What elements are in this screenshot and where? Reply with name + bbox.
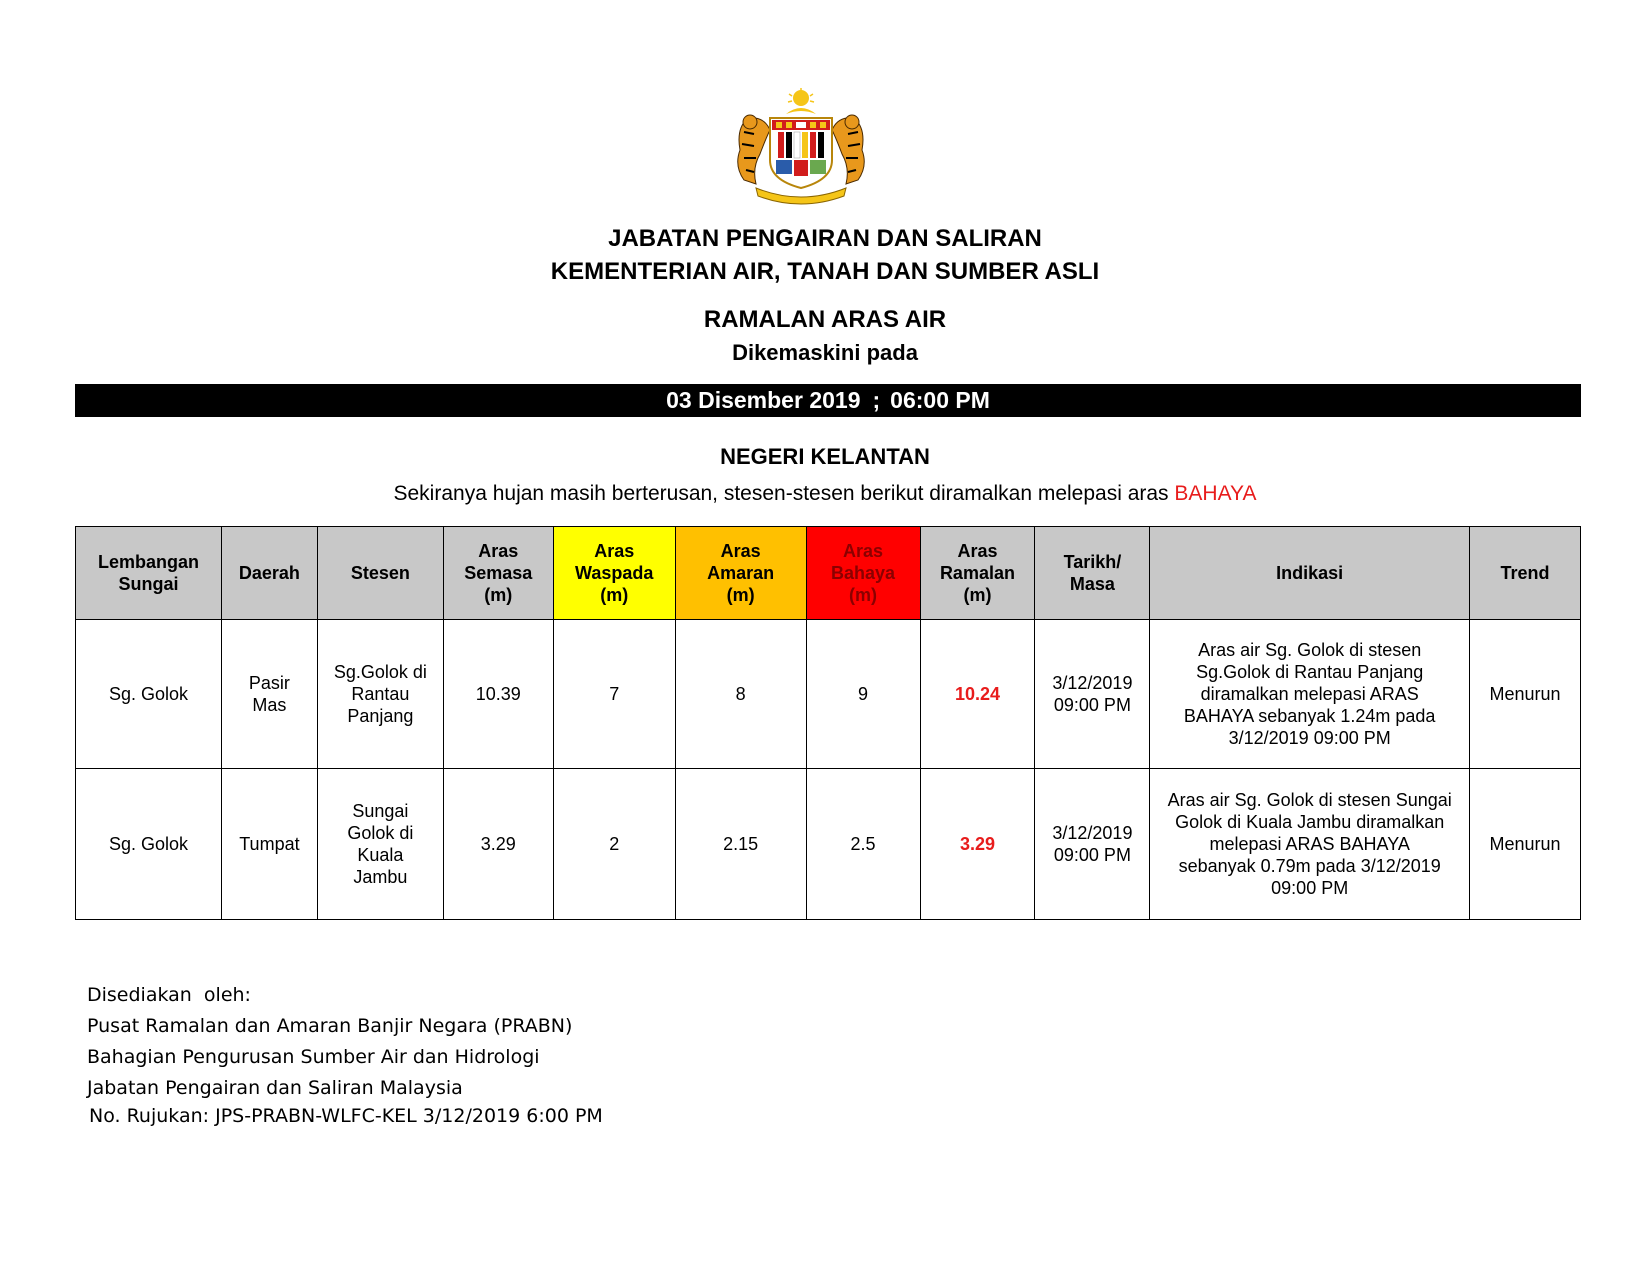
prepared-by-label: Disediakan oleh: — [87, 984, 251, 1006]
datetime-separator: ; — [872, 387, 881, 413]
cell-forecast-level: 10.24 — [920, 620, 1035, 769]
prepared-by-agency: Pusat Ramalan dan Amaran Banjir Negara (PRABN) — [87, 1015, 573, 1037]
table-row — [76, 769, 1581, 920]
updated-label: Dikemaskini pada — [732, 340, 918, 365]
forecast-notice — [0, 482, 1650, 506]
update-time: 06:00 PM — [890, 387, 990, 413]
prepared-by-division: Bahagian Pengurusan Sumber Air dan Hidrologi — [87, 1046, 540, 1068]
state-title: NEGERI KELANTAN — [720, 444, 930, 469]
notice-text: Sekiranya hujan masih berterusan, stesen-stesen berikut diramalkan melepasi aras — [393, 482, 1169, 505]
table-row — [76, 620, 1581, 769]
cell-basin: Sg. Golok — [76, 620, 222, 769]
cell-danger-level: 2.5 — [806, 769, 920, 920]
header-station: Stesen — [317, 527, 443, 620]
cell-warning-level: 8 — [675, 620, 806, 769]
cell-warning-level: 2.15 — [675, 769, 806, 920]
cell-station: Sungai Golok di Kuala Jambu — [317, 769, 443, 920]
department-name: JABATAN PENGAIRAN DAN SALIRAN — [608, 225, 1042, 252]
header-danger-level: Aras Bahaya (m) — [806, 527, 920, 620]
prepared-by-block — [87, 980, 603, 1132]
water-level-forecast-table — [75, 526, 1581, 920]
header-current-level: Aras Semasa (m) — [443, 527, 553, 620]
cell-forecast-level: 3.29 — [920, 769, 1035, 920]
header-datetime: Tarikh/ Masa — [1035, 527, 1150, 620]
header-trend: Trend — [1469, 527, 1580, 620]
header-basin: Lembangan Sungai — [76, 527, 222, 620]
cell-station: Sg.Golok di Rantau Panjang — [317, 620, 443, 769]
update-date: 03 Disember 2019 — [666, 387, 861, 413]
cell-datetime: 3/12/2019 09:00 PM — [1035, 620, 1150, 769]
cell-trend: Menurun — [1469, 769, 1580, 920]
cell-district: Tumpat — [221, 769, 317, 920]
cell-trend: Menurun — [1469, 620, 1580, 769]
header-forecast-level: Aras Ramalan (m) — [920, 527, 1035, 620]
prepared-by-department: Jabatan Pengairan dan Saliran Malaysia — [87, 1077, 463, 1099]
ministry-name: KEMENTERIAN AIR, TANAH DAN SUMBER ASLI — [550, 258, 1100, 285]
cell-datetime: 3/12/2019 09:00 PM — [1035, 769, 1150, 920]
header-district: Daerah — [221, 527, 317, 620]
page-title: RAMALAN ARAS AIR — [703, 306, 947, 333]
header-alert-level: Aras Waspada (m) — [553, 527, 675, 620]
reference-number: No. Rujukan: JPS-PRABN-WLFC-KEL 3/12/2019 6:00 PM — [89, 1105, 603, 1127]
notice-danger-word: BAHAYA — [1174, 482, 1257, 505]
cell-district: Pasir Mas — [221, 620, 317, 769]
cell-indication: Aras air Sg. Golok di stesen Sg.Golok di Rantau Panjang diramalkan melepasi ARAS BAHAYA sebanyak 1.24m pada 3/12/2019 09:00 PM — [1150, 620, 1470, 769]
cell-alert-level: 2 — [553, 769, 675, 920]
header-indication: Indikasi — [1150, 527, 1470, 620]
cell-danger-level: 9 — [806, 620, 920, 769]
cell-indication: Aras air Sg. Golok di stesen Sungai Golok di Kuala Jambu diramalkan melepasi ARAS BAHAYA sebanyak 0.79m pada 3/12/2019 09:00 PM — [1150, 769, 1470, 920]
update-datetime-bar — [75, 384, 1581, 417]
table-header-row — [76, 527, 1581, 620]
cell-current-level: 3.29 — [443, 769, 553, 920]
cell-basin: Sg. Golok — [76, 769, 222, 920]
header-warning-level: Aras Amaran (m) — [675, 527, 806, 620]
cell-alert-level: 7 — [553, 620, 675, 769]
coat-of-arms-icon — [726, 88, 876, 208]
cell-current-level: 10.39 — [443, 620, 553, 769]
